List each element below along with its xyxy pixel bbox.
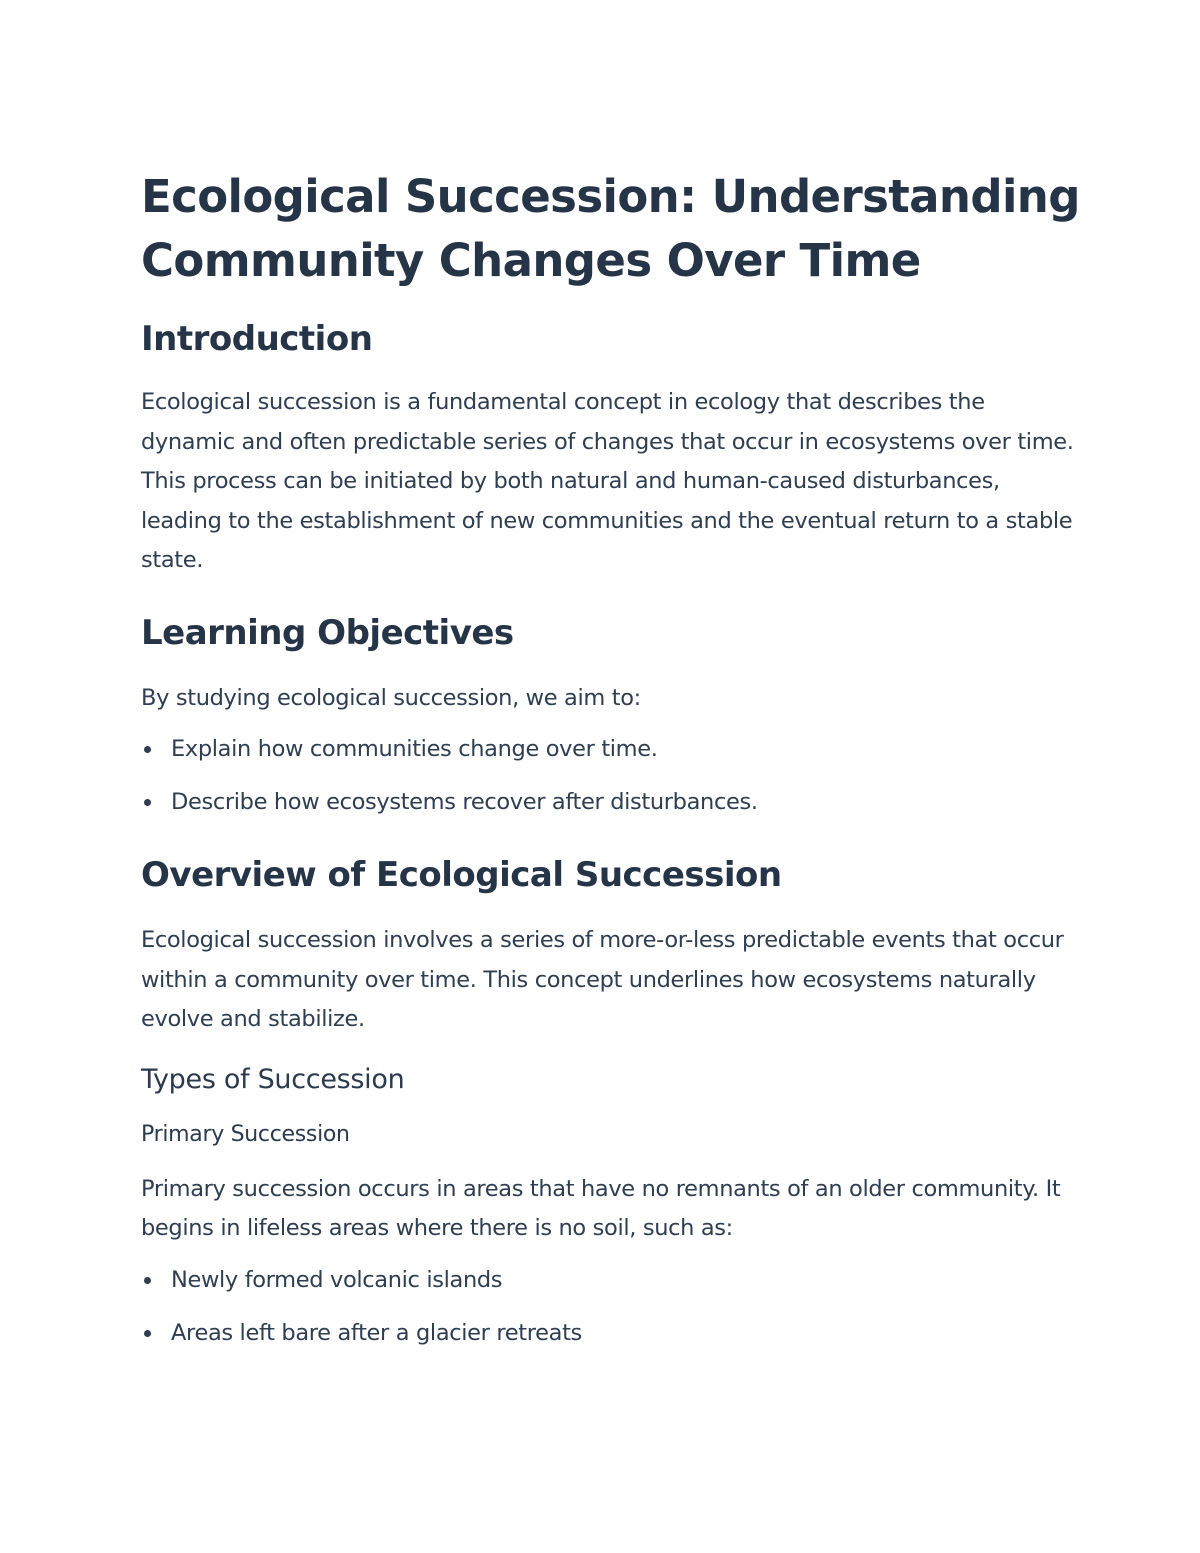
introduction-paragraph: Ecological succession is a fundamental concept in ecology that describes the dynamic and often predictable series of changes that occur in ecosystems over time. This process can be initiated by both natural and human-caused disturbances, leading to the establishment of new communities and the eventual return to a stable state. [141,389,1074,573]
bullet-icon [144,1277,151,1284]
list-item [141,1265,1081,1295]
types-heading: Types of Succession [141,1063,405,1095]
list-item [141,1318,1081,1348]
list-item-text: Areas left bare after a glacier retreats [171,1319,582,1346]
bullet-icon [144,1330,151,1337]
primary-succession-heading: Primary Succession [141,1121,350,1147]
list-item-text: Explain how communities change over time. [171,736,658,762]
primary-succession-list [141,1265,1081,1348]
learning-objectives-list [141,734,1081,817]
learning-objectives-heading: Learning Objectives [141,612,514,653]
learning-objectives-lead: By studying ecological succession, we aim to: [141,684,641,711]
document-title: Ecological Succession: Understanding Community Changes Over Time [141,170,1080,287]
list-item-text: Newly formed volcanic islands [171,1266,503,1293]
list-item [141,787,1081,817]
primary-succession-paragraph: Primary succession occurs in areas that have no remnants of an older community. It begins in lifeless areas where there is no soil, such as: [141,1175,1061,1241]
document-page [141,165,1081,1348]
introduction-heading: Introduction [141,319,373,359]
bullet-icon [144,799,151,806]
list-item [141,734,1081,764]
bullet-icon [144,746,151,753]
list-item-text: Describe how ecosystems recover after disturbances. [171,789,758,815]
overview-paragraph: Ecological succession involves a series of more-or-less predictable events that occur within a community over time. This concept underlines how ecosystems naturally evolve and stabilize. [141,927,1064,1032]
overview-heading: Overview of Ecological Succession [141,855,782,895]
